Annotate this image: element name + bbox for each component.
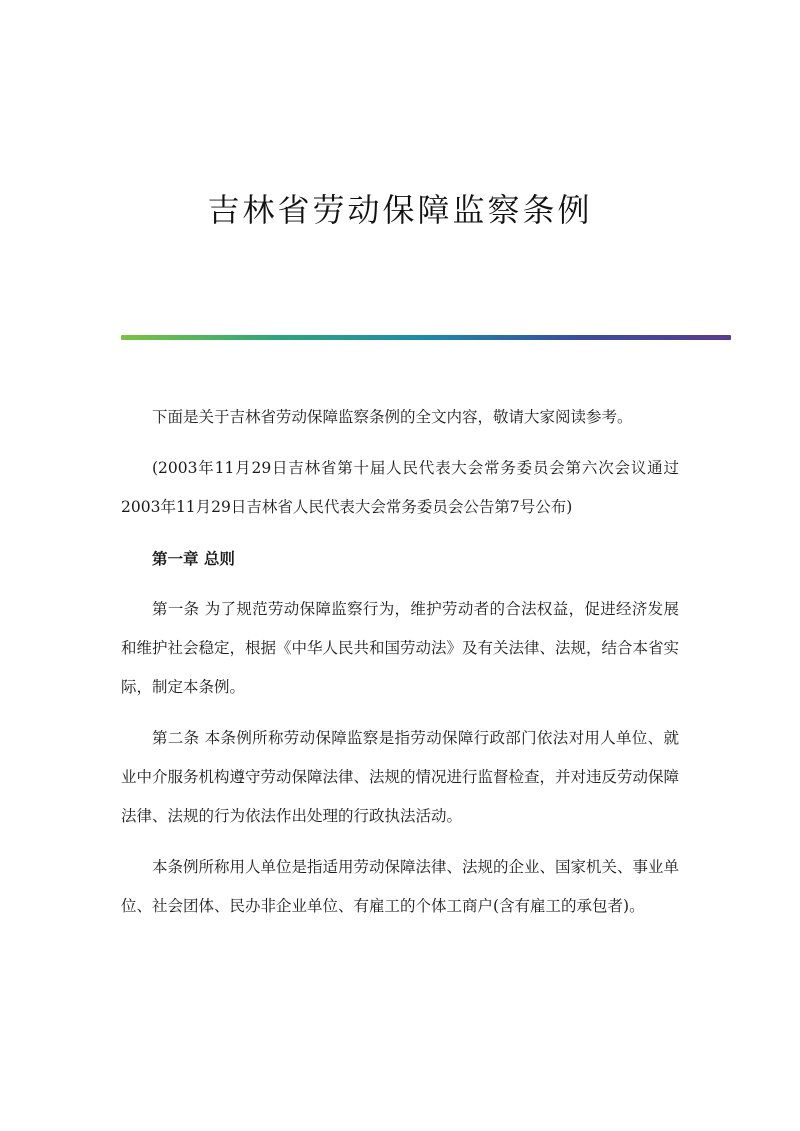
employer-definition-paragraph: 本条例所称用人单位是指适用劳动保障法律、法规的企业、国家机关、事业单位、社会团体、民办非企业单位、有雇工的个体工商户(含有雇工的承包者)。 [121,858,680,915]
chapter-heading: 第一章 总则 [152,549,235,568]
adoption-note: (2003年11月29日吉林省第十届人民代表大会常务委员会第六次会议通过 2003年11月29日吉林省人民代表大会常务委员会公告第7号公布) [121,459,679,516]
document-body [121,398,679,938]
intro-paragraph: 下面是关于吉林省劳动保障监察条例的全文内容，敬请大家阅读参考。 [152,408,633,426]
document-title: 吉林省劳动保障监察条例 [207,191,593,229]
article-2-paragraph: 第二条 本条例所称劳动保障监察是指劳动保障行政部门依法对用人单位、就业中介服务机构遵守劳动保障法律、法规的情况进行监督检查，并对违反劳动保障法律、法规的行为依法作出处理的行政执法活动。 [121,729,680,825]
article-1-paragraph: 第一条 为了规范劳动保障监察行为，维护劳动者的合法权益，促进经济发展和维护社会稳定，根据《中华人民共和国劳动法》及有关法律、法规，结合本省实际，制定本条例。 [121,600,680,696]
title-divider [121,335,731,340]
